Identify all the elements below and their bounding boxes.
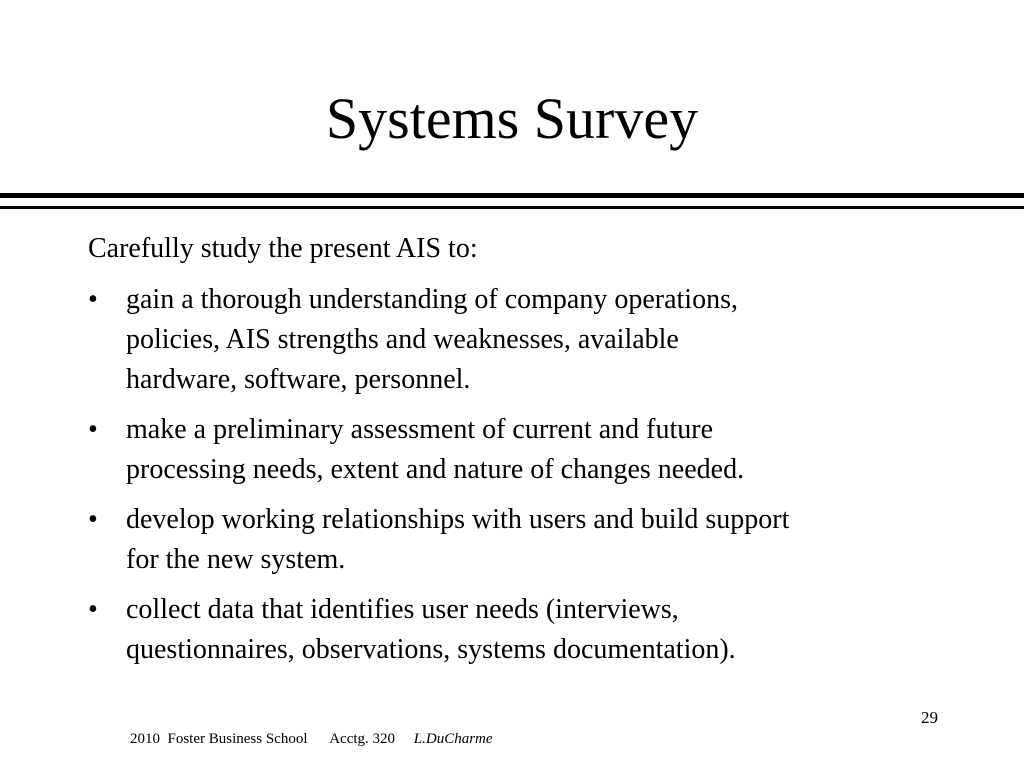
footer-course: Acctg. 320 (329, 731, 396, 747)
bullet-item (88, 410, 958, 490)
slide-footer (130, 730, 493, 748)
bullet-line: develop working relationships with users and build support (126, 504, 790, 535)
footer-school: 2010 Foster Business School (130, 731, 308, 747)
bullet-list (88, 280, 958, 680)
bullet-item (88, 280, 958, 400)
bullet-dot-icon: • (88, 594, 98, 625)
bullet-line: make a preliminary assessment of current and future (126, 414, 714, 445)
bullet-dot-icon: • (88, 284, 98, 315)
bullet-item (88, 590, 958, 670)
title-divider-thin (0, 206, 1024, 209)
bullet-line: gain a thorough understanding of company operations, (126, 284, 738, 315)
bullet-line: hardware, software, personnel. (126, 364, 471, 395)
bullet-line: questionnaires, observations, systems documentation). (126, 634, 736, 665)
bullet-line: for the new system. (126, 544, 346, 575)
bullet-line: collect data that identifies user needs (interviews, (126, 594, 679, 625)
page-number: 29 (921, 708, 938, 727)
bullet-line: processing needs, extent and nature of changes needed. (126, 454, 745, 485)
intro-text: Carefully study the present AIS to: (88, 233, 478, 264)
bullet-dot-icon: • (88, 414, 98, 445)
slide-title: Systems Survey (325, 86, 699, 151)
bullet-item (88, 500, 958, 580)
title-divider-thick (0, 193, 1024, 198)
bullet-line: policies, AIS strengths and weaknesses, available (126, 324, 679, 355)
bullet-dot-icon: • (88, 504, 98, 535)
footer-author: L.DuCharme (413, 731, 493, 747)
